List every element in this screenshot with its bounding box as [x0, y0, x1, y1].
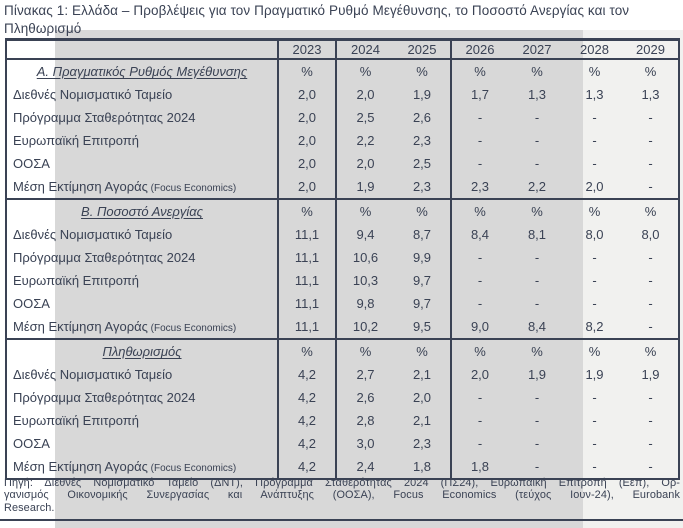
value-cell: 1,3 [527, 87, 547, 102]
unit-cell: % [336, 199, 394, 223]
unit-cell: % [451, 339, 508, 363]
value-cell: - [592, 110, 597, 125]
value-cell: 2,0 [278, 129, 336, 152]
value-cell: - [477, 296, 483, 311]
value-cell: 2,2 [356, 133, 375, 148]
value-cell: - [534, 250, 540, 265]
value-cell: - [534, 459, 540, 474]
forecast-table [5, 38, 680, 480]
value-cell: - [534, 273, 540, 288]
row-label-cell [6, 292, 278, 315]
value-cell: - [534, 436, 540, 451]
value-cell: 8,4 [527, 319, 547, 334]
row-label: Ευρωπαϊκή Επιτροπή [13, 273, 139, 288]
value-cell: 2,0 [278, 83, 336, 106]
table-row [6, 455, 679, 479]
value-cell: 2,6 [356, 390, 375, 405]
value-cell: 4,2 [278, 455, 336, 479]
unit-cell: % [644, 64, 657, 79]
row-label: Ευρωπαϊκή Επιτροπή [13, 413, 139, 428]
row-label-cell [6, 175, 278, 199]
year-header-cell: 2026 [451, 40, 508, 60]
row-label-cell [6, 269, 278, 292]
unit-cell: % [566, 199, 623, 223]
value-cell: - [648, 436, 653, 451]
value-cell: 8,7 [394, 223, 451, 246]
table-row [6, 223, 679, 246]
year-header-cell: 2027 [508, 40, 566, 60]
value-cell: 2,3 [394, 129, 451, 152]
value-cell: 1,9 [641, 367, 660, 382]
value-cell: - [648, 179, 653, 194]
bottom-divider [0, 519, 683, 521]
row-label: Διεθνές Νομισματικό Ταμείο [13, 227, 173, 242]
value-cell: - [648, 133, 653, 148]
section-header-row [6, 59, 679, 83]
unit-cell: % [623, 199, 679, 223]
value-cell: - [592, 390, 597, 405]
row-label-cell [6, 106, 278, 129]
value-cell: 8,1 [527, 227, 547, 242]
unit-cell: % [531, 64, 543, 79]
value-cell: 1,9 [585, 367, 604, 382]
year-header-cell: 2023 [278, 40, 336, 60]
row-label-suffix: (Focus Economics) [147, 183, 237, 194]
row-label-cell [6, 409, 278, 432]
value-cell: 10,2 [352, 319, 379, 334]
value-cell: - [648, 110, 653, 125]
row-label-cell [6, 246, 278, 269]
value-cell: - [592, 296, 597, 311]
row-label: ΟΟΣΑ [13, 436, 50, 451]
value-cell: 9,8 [356, 296, 375, 311]
value-cell: - [648, 156, 653, 171]
unit-cell: % [278, 199, 336, 223]
row-label: Ευρωπαϊκή Επιτροπή [13, 133, 139, 148]
value-cell: - [534, 413, 540, 428]
value-cell: 2,0 [470, 367, 490, 382]
value-cell: 1,9 [527, 367, 547, 382]
row-label: Διεθνές Νομισματικό Ταμείο [13, 87, 173, 102]
value-cell: 1,9 [356, 179, 375, 194]
value-cell: 11,1 [278, 315, 336, 339]
value-cell: - [534, 110, 540, 125]
table-row [6, 129, 679, 152]
unit-cell: % [623, 339, 679, 363]
row-label: Πρόγραμμα Σταθερότητας 2024 [13, 390, 196, 405]
value-cell: - [592, 273, 597, 288]
value-cell: 4,2 [278, 363, 336, 386]
source-line: γανισμός Οικονομικής Συνεργασίας και Ανάπτυξης (ΟΟΣΑ), Focus Economics (τεύχος Ιουν-24), Eurobank [4, 489, 680, 502]
unit-cell: % [588, 64, 601, 79]
table-row [6, 246, 679, 269]
value-cell: 9,0 [470, 319, 490, 334]
table-title: Πίνακας 1: Ελλάδα – Προβλέψεις για τον Πραγματικό Ρυθμό Μεγέθυνσης, το Ποσοστό Ανεργίας και τον Πληθωρισμό [4, 3, 630, 36]
year-header-cell: 2025 [394, 40, 451, 60]
value-cell: 2,1 [394, 363, 451, 386]
value-cell: 10,6 [352, 250, 379, 265]
value-cell: 10,3 [352, 273, 379, 288]
unit-cell: % [508, 339, 566, 363]
year-header-cell: 2029 [623, 40, 679, 60]
value-cell: 4,2 [278, 432, 336, 455]
row-label-cell [6, 152, 278, 175]
table-row [6, 269, 679, 292]
row-label-suffix: (Focus Economics) [147, 463, 237, 474]
value-cell: - [477, 250, 483, 265]
value-cell: 1,3 [641, 87, 660, 102]
value-cell: 9,5 [394, 315, 451, 339]
section-title: Πληθωρισμός [102, 344, 182, 359]
table-row [6, 386, 679, 409]
value-cell: 1,9 [394, 83, 451, 106]
value-cell: - [477, 390, 483, 405]
value-cell: 8,2 [585, 319, 604, 334]
value-cell: 2,5 [394, 152, 451, 175]
row-label-cell [6, 223, 278, 246]
value-cell: - [648, 319, 653, 334]
section-header-row [6, 339, 679, 363]
section-title: Α. Πραγματικός Ρυθμός Μεγέθυνσης [36, 64, 248, 79]
value-cell: - [477, 156, 483, 171]
unit-cell: % [566, 339, 623, 363]
value-cell: - [534, 133, 540, 148]
table-row [6, 363, 679, 386]
value-cell: 11,1 [278, 269, 336, 292]
value-cell: 2,7 [356, 367, 375, 382]
value-cell: 8,4 [470, 227, 490, 242]
table-row [6, 175, 679, 199]
table-row [6, 152, 679, 175]
value-cell: 9,4 [356, 227, 375, 242]
value-cell: - [592, 156, 597, 171]
value-cell: - [477, 273, 483, 288]
value-cell: 1,8 [394, 455, 451, 479]
value-cell: - [534, 296, 540, 311]
value-cell: - [648, 390, 653, 405]
section-title-cell [6, 199, 278, 223]
value-cell: - [648, 250, 653, 265]
value-cell: 2,3 [394, 432, 451, 455]
value-cell: 2,0 [356, 87, 375, 102]
value-cell: 4,2 [278, 409, 336, 432]
row-label: ΟΟΣΑ [13, 296, 50, 311]
value-cell: 2,4 [356, 459, 375, 474]
unit-cell: % [359, 64, 372, 79]
row-label-cell [6, 363, 278, 386]
row-label: Μέση Εκτίμηση Αγοράς [13, 459, 148, 474]
value-cell: 2,3 [470, 179, 490, 194]
value-cell: - [534, 390, 540, 405]
unit-cell: % [336, 339, 394, 363]
unit-cell: % [394, 59, 451, 83]
value-cell: - [592, 413, 597, 428]
table-row [6, 432, 679, 455]
unit-cell: % [474, 64, 486, 79]
value-cell: 2,0 [585, 179, 604, 194]
value-cell: 9,7 [394, 292, 451, 315]
value-cell: - [534, 156, 540, 171]
value-cell: 2,1 [394, 409, 451, 432]
section-title-cell [6, 339, 278, 363]
value-cell: 2,6 [394, 106, 451, 129]
value-cell: 2,0 [394, 386, 451, 409]
value-cell: - [592, 250, 597, 265]
row-label-cell [6, 432, 278, 455]
value-cell: 1,3 [585, 87, 604, 102]
table-row [6, 106, 679, 129]
year-header-cell: 2028 [566, 40, 623, 60]
row-label: Πρόγραμμα Σταθερότητας 2024 [13, 110, 196, 125]
row-label: ΟΟΣΑ [13, 156, 50, 171]
value-cell: 2,5 [356, 110, 375, 125]
value-cell: 8,0 [641, 227, 660, 242]
value-cell: 1,8 [470, 459, 490, 474]
year-header-row [6, 40, 679, 60]
value-cell: 2,8 [356, 413, 375, 428]
value-cell: 2,3 [394, 175, 451, 199]
year-header-empty-cell [6, 40, 278, 60]
value-cell: 9,9 [394, 246, 451, 269]
value-cell: 11,1 [278, 292, 336, 315]
value-cell: 2,0 [278, 175, 336, 199]
section-title: Β. Ποσοστό Ανεργίας [81, 204, 203, 219]
value-cell: 2,2 [527, 179, 547, 194]
row-label: Πρόγραμμα Σταθερότητας 2024 [13, 250, 196, 265]
row-label: Μέση Εκτίμηση Αγοράς [13, 319, 148, 334]
value-cell: - [477, 133, 483, 148]
value-cell: 11,1 [278, 223, 336, 246]
year-header-cell: 2024 [336, 40, 394, 60]
value-cell: - [648, 296, 653, 311]
row-label: Διεθνές Νομισματικό Ταμείο [13, 367, 173, 382]
source-line: Research. [4, 501, 55, 514]
unit-cell: % [278, 339, 336, 363]
value-cell: - [648, 413, 653, 428]
row-label-suffix: (Focus Economics) [147, 323, 237, 334]
row-label-cell [6, 315, 278, 339]
table-row [6, 315, 679, 339]
table-row [6, 83, 679, 106]
value-cell: - [477, 110, 483, 125]
source-line: Πηγή: Διεθνές Νομισματικό Ταμείο (ΔΝΤ), Πρόγραμμα Σταθερότητας 2024 (ΠΣ24), Ευρωπαϊκή Επιτροπή (Εεπ), Ορ- [4, 477, 680, 489]
unit-cell: % [278, 59, 336, 83]
value-cell: - [592, 459, 597, 474]
source-note [4, 477, 680, 514]
table-row [6, 409, 679, 432]
value-cell: 8,0 [585, 227, 604, 242]
forecast-table-body [6, 40, 679, 480]
value-cell: 2,0 [278, 106, 336, 129]
unit-cell: % [508, 199, 566, 223]
value-cell: - [477, 436, 483, 451]
unit-cell: % [394, 199, 451, 223]
value-cell: 4,2 [278, 386, 336, 409]
unit-cell: % [394, 339, 451, 363]
section-header-row [6, 199, 679, 223]
value-cell: 2,0 [278, 152, 336, 175]
value-cell: 2,0 [356, 156, 375, 171]
table-row [6, 292, 679, 315]
row-label-cell [6, 455, 278, 479]
row-label: Μέση Εκτίμηση Αγοράς [13, 179, 148, 194]
value-cell: 3,0 [356, 436, 375, 451]
value-cell: 1,7 [470, 87, 490, 102]
value-cell: - [648, 459, 653, 474]
section-title-cell [6, 59, 278, 83]
value-cell: - [648, 273, 653, 288]
value-cell: - [592, 133, 597, 148]
value-cell: 11,1 [278, 246, 336, 269]
row-label-cell [6, 386, 278, 409]
value-cell: - [477, 413, 483, 428]
row-label-cell [6, 129, 278, 152]
value-cell: 9,7 [394, 269, 451, 292]
row-label-cell [6, 83, 278, 106]
value-cell: - [592, 436, 597, 451]
unit-cell: % [451, 199, 508, 223]
